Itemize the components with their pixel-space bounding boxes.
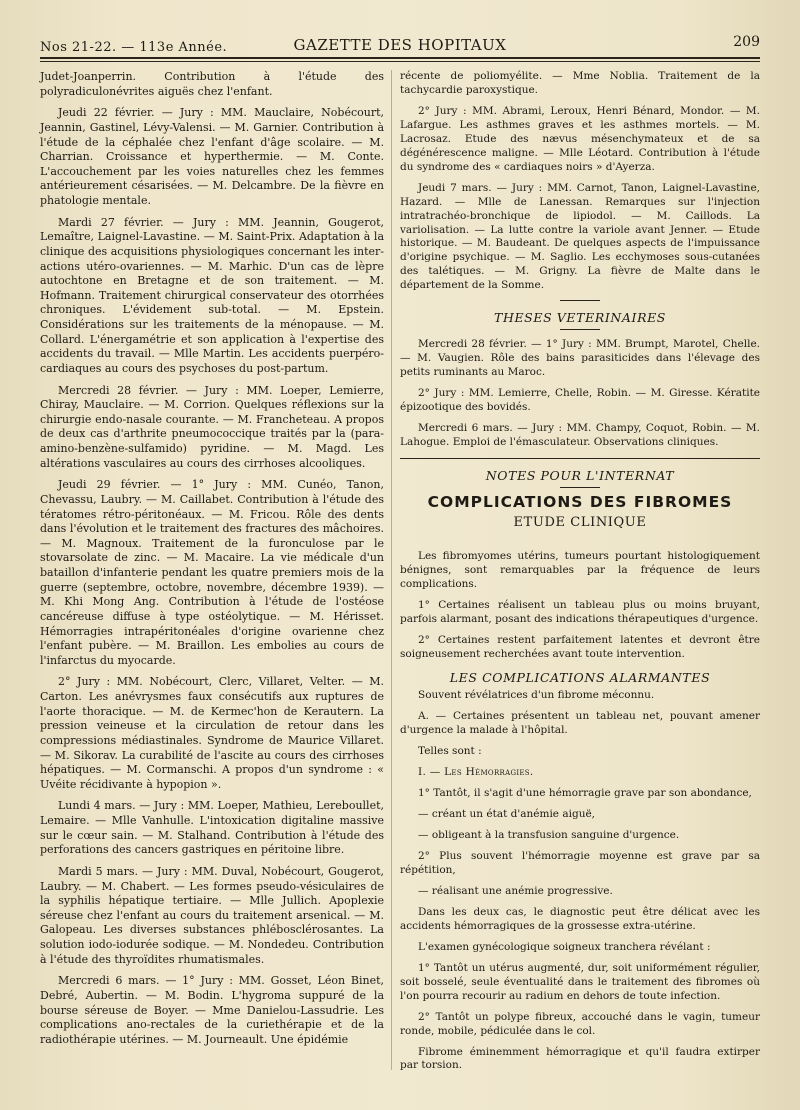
- paragraph: Dans les deux cas, le diagnostic peut être délicat avec les accidents hémorragiques de la grossesse extra-utérine.: [400, 905, 760, 932]
- paragraph: — obligeant à la transfusion sanguine d'urgence.: [418, 829, 680, 842]
- section-rule: [560, 329, 600, 330]
- paragraph: Mercredi 28 février. — 1° Jury : MM. Brumpt, Marotel, Chelle. — M. Vaugien. Rôle des bains parasiticides dans l'élevage des petits ruminants au Maroc.: [400, 338, 760, 379]
- paragraph: Mercredi 6 mars. — Jury : MM. Champy, Coquot, Robin. — M. Lahogue. Emploi de l'émasculateur. Observations cliniques.: [400, 422, 760, 448]
- paragraph: Souvent révélatrices d'un fibrome méconnu.: [418, 689, 655, 702]
- section-rule: [400, 458, 760, 459]
- page-number: 209: [733, 34, 760, 50]
- section-rule: [560, 487, 600, 488]
- article-subtitle: ETUDE CLINIQUE: [513, 514, 647, 530]
- paragraph: récente de poliomyélite. — Mme Noblia. Traitement de la tachycardie paroxystique.: [400, 70, 760, 96]
- section-heading-alarm: LES COMPLICATIONS ALARMANTES: [449, 670, 711, 686]
- page-header: [40, 32, 760, 62]
- paragraph: Judet-Joanperrin. Contribution à l'étude des polyradiculonévrites aiguës chez l'enfant.: [40, 70, 384, 98]
- paragraph: Fibrome éminemment hémorragique et qu'il faudra extirper par torsion.: [400, 1045, 760, 1072]
- issue-number: Nos 21-22. — 113e Année.: [40, 40, 228, 55]
- paragraph: 1° Tantôt un utérus augmenté, dur, soit uniformément régulier, soit bosselé, seule éventualité dans le traitement des fibromes où l'on pourra recourir au radium en dehors de toute infection.: [400, 961, 760, 1002]
- section-rule: [560, 300, 600, 301]
- header-rule-thin: [40, 61, 760, 62]
- paragraph: 2° Certaines restent parfaitement latentes et devront être soigneusement recherchées avant toute intervention.: [400, 633, 760, 660]
- paragraph: 1° Certaines réalisent un tableau plus ou moins bruyant, parfois alarmant, posant des indications thérapeutiques d'urgence.: [400, 598, 760, 625]
- paragraph: 2° Plus souvent l'hémorragie moyenne est grave par sa répétition,: [400, 850, 760, 876]
- left-column: [40, 70, 384, 1054]
- header-rule: [40, 57, 760, 59]
- paragraph: 2° Jury : MM. Abrami, Leroux, Henri Bénard, Mondor. — M. Lafargue. Les asthmes graves et les asthmes mortels. — M. Lacrosaz. Etude des nævus mésenchymateux et de sa dégénérescence maligne. — Mlle Léotard. Contribution à l'étude du syndrome des « cardiaques noirs » d'Ayerza.: [400, 104, 760, 173]
- section-heading-theses: THESES VETERINAIRES: [494, 310, 666, 326]
- paragraph: — créant un état d'anémie aiguë,: [418, 808, 596, 821]
- paragraph: Mercredi 28 février. — Jury : MM. Loeper, Lemierre, Chiray, Mauclaire. — M. Corrion. Quelques réflexions sur la chirurgie endo-nasale courante. — M. Francheteau. A propos de deux cas d'arthrite pneumococcique traités par la (para-amino-benzène-sulfamido) pyridine. — M. Magd. Les altérations vasculaires au cours des cirrhoses alcooliques.: [40, 383, 384, 470]
- right-column: [400, 70, 760, 1080]
- paragraph: 1° Tantôt, il s'agit d'une hémorragie grave par son abondance,: [418, 787, 752, 800]
- paragraph: L'examen gynécologique soigneux tranchera révélant :: [418, 940, 711, 953]
- paragraph: Les fibromyomes utérins, tumeurs pourtant histologiquement bénignes, sont remarquables par la fréquence de leurs complications.: [400, 549, 760, 590]
- paragraph: Lundi 4 mars. — Jury : MM. Loeper, Mathieu, Lereboullet, Lemaire. — Mlle Vanhulle. L'intoxication digitaline massive sur le cœur sain. — M. Stalhand. Contribution à l'étude des perforations des cancers gastriques en péritoine libre.: [40, 799, 384, 857]
- paragraph: Jeudi 7 mars. — Jury : MM. Carnot, Tanon, Laignel-Lavastine, Hazard. — Mlle de Lanessan. Remarques sur l'injection intratrachéo-bronchique de lipiodol. — M. Caillods. La variolisation. — La lutte contre la variole avant Jenner. — Etude historique. — M. Baudeant. De quelques aspects de l'impuissance d'origine psychique. — M. Saglio. Les ecchymoses sous-cutanées des talétiques. — M. Grigny. La fièvre de Malte dans le département de la Somme.: [400, 181, 760, 292]
- journal-title: GAZETTE DES HOPITAUX: [293, 36, 507, 54]
- paragraph: Jeudi 22 février. — Jury : MM. Mauclaire, Nobécourt, Jeannin, Gastinel, Lévy-Valensi. — M. Garnier. Contribution à l'étude de la céphalée chez l'enfant d'âge scolaire. — M. Charrian. Croissance et hyperthermie. — M. Conte. L'accouchement par les voies naturelles chez les femmes antérieurement césarisées. — M. Delcambre. De la fièvre en phatologie mentale.: [40, 106, 384, 207]
- paragraph: A. — Certaines présentent un tableau net, pouvant amener d'urgence la malade à l'hôpital.: [400, 710, 760, 737]
- paragraph: Jeudi 29 février. — 1° Jury : MM. Cunéo, Tanon, Chevassu, Laubry. — M. Caillabet. Contribution à l'étude des tératomes rétro-péritonéaux. — M. Fricou. Rôle des dents dans l'évolution et le traitement des fractures des mâchoires. — M. Magnoux. Traitement de la furonculose par le stovarsolate de zinc. — M. Macaire. La vie médicale d'un bataillon d'infanterie pendant les quatre premiers mois de la guerre (septembre, octobre, novembre, décembre 1939). — M. Khi Mong Ang. Contribution à l'étude de l'ostéose cancéreuse diffuse à type ostéolytique. — M. Hérisset. Hémorragies intrapéritonéales d'origine ovarienne chez l'enfant pubère. — M. Braillon. Les embolies au cours de l'infarctus du myocarde.: [40, 478, 384, 667]
- section-heading-notes: NOTES POUR L'INTERNAT: [485, 467, 675, 483]
- column-divider: [391, 70, 392, 1070]
- paragraph: I. — Les Hémorragies.: [418, 766, 534, 779]
- paragraph: 2° Jury : MM. Lemierre, Chelle, Robin. — M. Giresse. Kératite épizootique des bovidés.: [400, 387, 760, 414]
- paragraph: 2° Tantôt un polype fibreux, accouché dans le vagin, tumeur ronde, mobile, pédiculée dans le col.: [400, 1010, 760, 1037]
- paragraph: 2° Jury : MM. Nobécourt, Clerc, Villaret, Velter. — M. Carton. Les anévrysmes faux consécutifs aux ruptures de l'aorte thoracique. — M. de Kermec'hon de Kerautern. La pression veineuse et la circulation de retour dans les compressions médiastinales. Syndrome de Maurice Villaret. — M. Sikorav. La curabilité de l'ascite au cours des cirrhoses hépatiques. — M. Cormanschi. A propos d'un syndrome : « Uvéite récidivante à hypopion ».: [40, 675, 384, 791]
- paragraph: Mardi 5 mars. — Jury : MM. Duval, Nobécourt, Gougerot, Laubry. — M. Chabert. — Les formes pseudo-vésiculaires de la syphilis hépatique tertiaire. — Mlle Jullich. Apoplexie séreuse chez l'enfant au cours du traitement arsenical. — M. Galopeau. Les diverses substances phlébosclérosantes. La solution iodo-iodurée sodique. — M. Nondedeu. Contribution à l'étude des thyroïdites rhumatismales.: [40, 864, 384, 966]
- paragraph: Mercredi 6 mars. — 1° Jury : MM. Gosset, Léon Binet, Debré, Aubertin. — M. Bodin. L'hygroma suppuré de la bourse séreuse de Boyer. — Mme Danielou-Lassudrie. Les complications ano-rectales de la curiethérapie et de la radiothérapie utérines. — M. Journeault. Une épidémie: [40, 974, 384, 1046]
- paragraph: Telles sont :: [418, 745, 482, 758]
- article-title: COMPLICATIONS DES FIBROMES: [427, 492, 733, 511]
- paragraph: Mardi 27 février. — Jury : MM. Jeannin, Gougerot, Lemaître, Laignel-Lavastine. — M. Saint-Prix. Adaptation à la clinique des acquisitions physiologiques concernant les inter-actions utéro-ovariennes. — M. Marhic. D'un cas de lèpre autochtone en Bretagne et de son traitement. — M. Hofmann. Traitement chirurgical conservateur des otorrhées chroniques. L'évidement sub-total. — M. Epstein. Considérations sur les traitements de la ménopause. — M. Collard. L'énergamétrie et son application à l'expertise des accidents du travail. — Mlle Martin. Les accidents puerpéro-cardiaques au cours des psychoses du post-partum.: [40, 215, 384, 375]
- paragraph: — réalisant une anémie progressive.: [418, 884, 613, 897]
